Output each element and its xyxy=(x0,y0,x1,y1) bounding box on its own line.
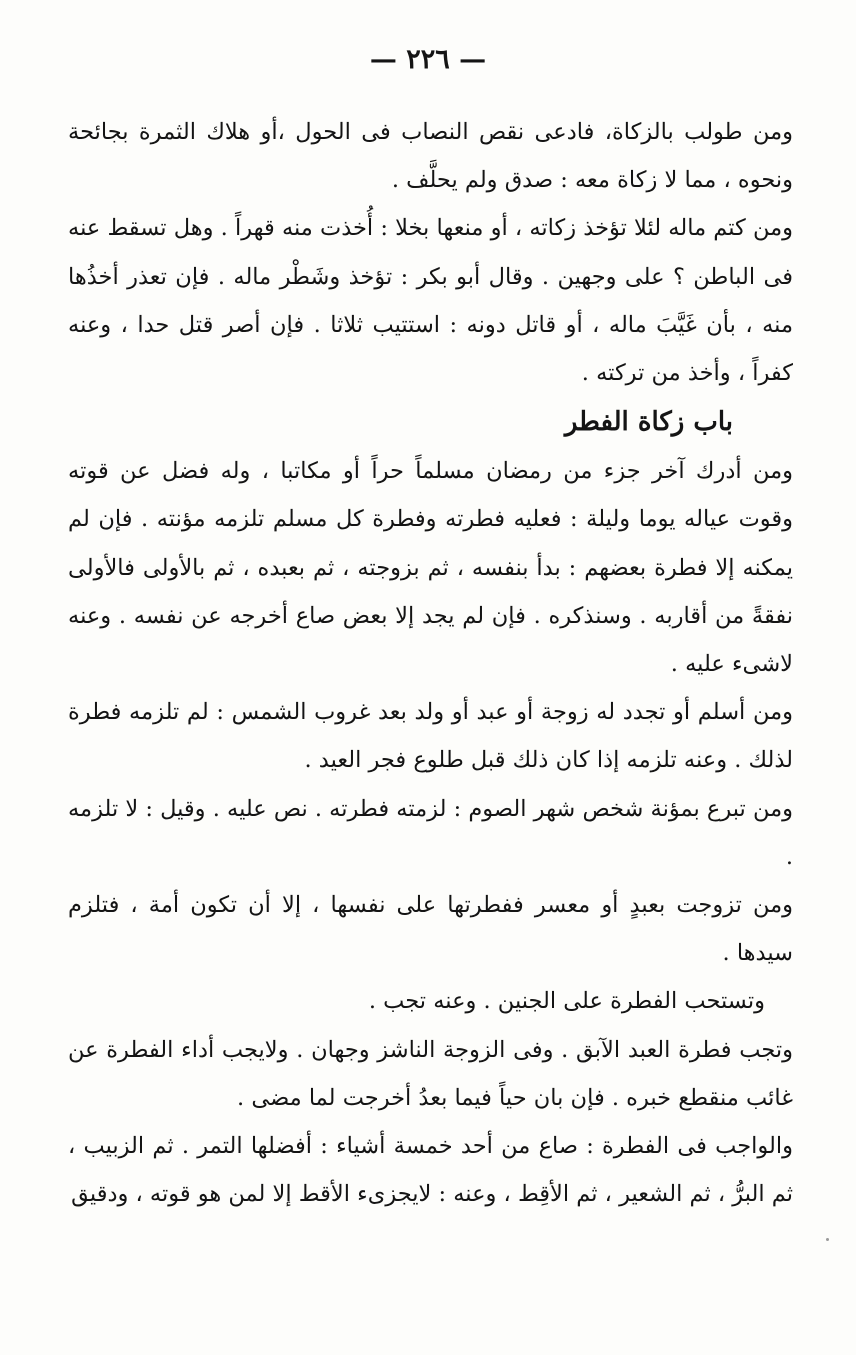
section-heading: باب زكاة الفطر xyxy=(564,407,733,438)
paragraph-zakat-claim: ومن طولب بالزكاة، فادعى نقص النصاب فى الحول ،أو هلاك الثمرة بجائحة ونحوه ، مما لا زكاة معه : صدق ولم يحلَّف . xyxy=(68,119,793,194)
paragraph-concealed-wealth: ومن كتم ماله لئلا تؤخذ زكاته ، أو منعها بخلا : أُخذت منه قهراً . وهل تسقط عنه فى الباطن ؟ على وجهين . وقال أبو بكر : تؤخذ وشَطْر ماله . فإن تعذر أخذُها منه ، بأن غَيَّبَ ماله ، أو قاتل دونه : استتيب ثلاثا . فإن أصر قتل حدا ، وعنه كفراً ، وأخذ من تركته . xyxy=(68,215,793,387)
paragraph-married-woman: ومن تزوجت بعبدٍ أو معسر ففطرتها على نفسها ، إلا أن تكون أمة ، فتلزم سيدها . xyxy=(68,892,793,967)
paragraph-runaway-slave: وتجب فطرة العبد الآبق . وفى الزوجة الناشز وجهان . ولايجب أداء الفطرة عن غائب منقطع خبره . فإن بان حياً فيما بعدُ أخرجت لما مضى . xyxy=(68,1036,793,1111)
paper-speck xyxy=(826,1238,829,1241)
paragraph-fitr-obligation: ومن أدرك آخر جزء من رمضان مسلماً حراً أو مكاتبا ، وله فضل عن قوته وقوت عياله يوما وليلة : فعليه فطرته وفطرة كل مسلم تلزمه مؤنته . فإن لم يمكنه إلا فطرة بعضهم : بدأ بنفسه ، ثم بزوجته ، ثم بعبده ، ثم بالأولى فالأولى نفقةً من أقاربه . وسنذكره . فإن لم يجد إلا بعض صاع أخرجه عن نفسه . وعنه لاشىء عليه . xyxy=(68,458,793,678)
paragraph-new-dependents: ومن أسلم أو تجدد له زوجة أو عبد أو ولد بعد غروب الشمس : لم تلزمه فطرة لذلك . وعنه تلزمه إذا كان ذلك قبل طلوع فجر العيد . xyxy=(68,699,793,774)
page-body xyxy=(68,108,793,1218)
paragraph-fetus: وتستحب الفطرة على الجنين . وعنه تجب . xyxy=(368,988,765,1015)
paragraph-voluntary-support: ومن تبرع بمؤنة شخص شهر الصوم : لزمته فطرته . نص عليه . وقيل : لا تلزمه . xyxy=(67,795,793,870)
paragraph-required-amount: والواجب فى الفطرة : صاع من أحد خمسة أشياء : أفضلها التمر . ثم الزبيب ، ثم البرُّ ، ثم الشعير ، ثم الأقِط ، وعنه : لايجزىء الأقط إلا لمن هو قوته ، ودقيق xyxy=(68,1133,793,1208)
page-number: — ٢٢٦ — xyxy=(369,44,487,75)
